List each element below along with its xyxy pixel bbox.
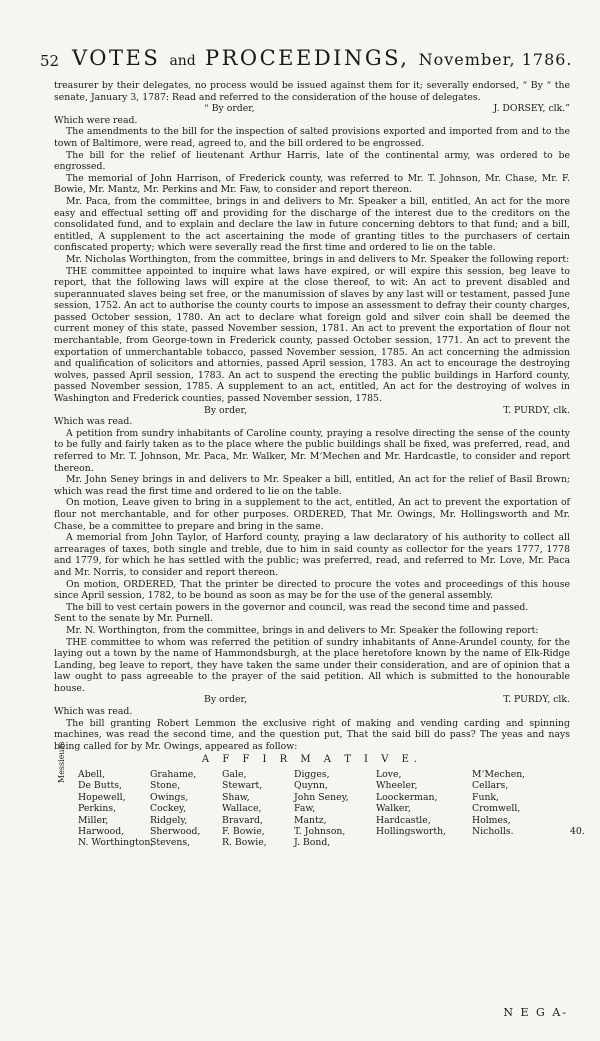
member-name: Shaw, xyxy=(222,791,250,803)
vote-column xyxy=(294,769,376,849)
member-name: R. Bowie, xyxy=(222,837,267,849)
signature-line xyxy=(54,405,570,417)
paragraph: The bill for the relief of lieutenant Arthur Harris, late of the continental army, was ordered to be engrossed. xyxy=(54,149,570,173)
paragraph: The bill to vest certain powers in the governor and council, was read the second time and passed. xyxy=(66,601,529,613)
page-number: 52 xyxy=(40,52,60,70)
paragraph: Mr. John Seney brings in and delivers to Mr. Speaker a bill, entitled, An act for the relief of Basil Brown; which was read the first time and ordered to lie on the table. xyxy=(54,474,570,497)
title-proceedings: PROCEEDINGS, xyxy=(204,46,410,70)
paragraph: Mr. Paca, from the committee, brings in and delivers to Mr. Speaker a bill, entitled, An act for the more easy and effectual setting off and providing for the discharge of the interest due to the creditors on the consolidated fund, and to explain and declare the law in future concerning debtors to that fund; and a bill, entitled, A supplement to the act ascertaining the mode of granting titles to the purchasers of certain confiscated property; which were severally read the first time and ordered to lie on the table. xyxy=(54,195,570,254)
vote-list: Messieurs Abell, De Butts, Hopewell, Perkins, Miller, Harwood, N. Worthington, Grahame, Stone, Owings, Cockey, Ridgely, Sherwood, Stevens, Gale, Stewart, Shaw, Wallace, Bravard, F. Bowie, R. Bowie, Digges, Quynn, John Seney, Faw, Mantz, T. Johnson, J. Bond, Love, Wheeler, Loockerman, Walker, Hardcastle, Hollingsworth, M‘Mechen, Cellars, Funk, Cromwell, Holmes, Nicholls. 40. xyxy=(54,769,570,849)
paragraph: The bill granting Robert Lemmon the exclusive right of making and vending carding and spinning machines, was read the second time, and the question put, That the said bill do pass? The yeas and nays being called for by Mr. Owings, appeared as follow: xyxy=(54,717,570,752)
member-name: Owings, xyxy=(150,791,189,803)
member-name: Hollingsworth, xyxy=(376,826,447,838)
member-name: Cellars, xyxy=(472,780,509,792)
member-name: Nicholls. xyxy=(472,826,514,838)
member-name: Gale, xyxy=(222,769,247,781)
clerk-signature: J. DORSEY, clk.” xyxy=(493,103,570,115)
clerk-signature: T. PURDY, clk. xyxy=(503,404,570,416)
title-date: November, 1786. xyxy=(418,50,573,69)
catchword: N E G A- xyxy=(503,1006,568,1019)
by-order: By order, xyxy=(204,694,247,706)
member-name: Quynn, xyxy=(294,780,328,792)
member-name: Stevens, xyxy=(150,837,191,849)
member-name: Faw, xyxy=(294,803,316,815)
affirmative-heading: A F F I R M A T I V E. xyxy=(201,754,423,766)
vote-column xyxy=(472,769,570,849)
title-and: and xyxy=(169,53,196,69)
member-name: Stone, xyxy=(150,780,181,792)
member-name: Cromwell, xyxy=(472,803,521,815)
vote-column xyxy=(78,769,154,849)
member-name: Bravard, xyxy=(222,814,263,826)
member-name: Miller, xyxy=(78,814,109,826)
member-name: Mantz, xyxy=(294,814,327,826)
member-name: T. Johnson, xyxy=(294,826,346,838)
paragraph: Mr. Nicholas Worthington, from the committee, brings in and delivers to Mr. Speaker the following report: xyxy=(66,253,570,265)
messieurs-label: Messieurs xyxy=(57,741,66,784)
member-name: Holmes, xyxy=(472,814,511,826)
paragraph: A memorial from John Taylor, of Harford county, praying a law declaratory of his authority to collect all arrearages of taxes, both single and treble, due to him in said county as collector for the years 1777, 1778 and 1779, for which he has settled with the public; was preferred, read, and referred to Mr. Love, Mr. Paca and Mr. Norris, to consider and report thereon. xyxy=(54,532,570,578)
paragraph: On motion, ORDERED, That the printer be directed to procure the votes and proceedings of this house since April session, 1782, to be bound as soon as may be for the use of the general assembly. xyxy=(54,578,570,602)
member-name: Sherwood, xyxy=(150,826,201,838)
running-title xyxy=(72,46,573,70)
member-name: F. Bowie, xyxy=(222,826,265,838)
paragraph: Sent to the senate by Mr. Purnell. xyxy=(54,613,214,625)
member-name: Wallace, xyxy=(222,803,262,815)
journal-body xyxy=(54,80,585,849)
vote-column xyxy=(222,769,294,849)
member-name: Cockey, xyxy=(150,803,187,815)
paragraph: The amendments to the bill for the inspection of salted provisions exported and imported from and to the town of Baltimore, were read, agreed to, and the bill ordered to be engrossed. xyxy=(54,126,570,149)
paragraph: Which were read. xyxy=(54,114,138,126)
paragraph: Mr. N. Worthington, from the committee, brings in and delivers to Mr. Speaker the following report: xyxy=(66,624,539,636)
vote-column xyxy=(150,769,222,849)
by-order: By order, xyxy=(204,404,247,416)
member-name: Ridgely, xyxy=(150,814,188,826)
title-votes: VOTES xyxy=(72,46,161,70)
paragraph: Which was read. xyxy=(54,416,133,428)
paragraph: Which was read. xyxy=(54,706,133,718)
member-name: De Butts, xyxy=(78,780,122,792)
member-name: M‘Mechen, xyxy=(472,769,526,781)
page-header xyxy=(40,46,573,72)
paragraph: A petition from sundry inhabitants of Caroline county, praying a resolve directing the sense of the county to be fully and fairly taken as to the place where the public buildings shall be fixed, was preferred, read, and referred to Mr. T. Johnson, Mr. Paca, Mr. Walker, Mr. M‘Mechen and Mr. Hardcastle, to consider and report thereon. xyxy=(54,427,570,474)
member-name: Harwood, xyxy=(78,826,125,838)
member-name: Wheeler, xyxy=(376,780,418,792)
member-name: J. Bond, xyxy=(294,837,331,849)
member-name: Stewart, xyxy=(222,780,263,792)
member-name: Hopewell, xyxy=(78,791,126,803)
member-name: Love, xyxy=(376,769,402,781)
vote-column xyxy=(376,769,472,849)
member-name: Digges, xyxy=(294,769,330,781)
member-name: Walker, xyxy=(376,803,411,815)
paragraph: The memorial of John Harrison, of Frederick county, was referred to Mr. T. Johnson, Mr. Chase, Mr. F. Bowie, Mr. Mantz, Mr. Perkins and Mr. Faw, to consider and report thereon. xyxy=(54,172,570,196)
vote-side-label-wrap xyxy=(54,741,78,849)
member-name: Hardcastle, xyxy=(376,814,431,826)
paragraph: On motion, Leave given to bring in a supplement to the act, entitled, An act to prevent the exportation of flour not merchantable, and for other purposes. ORDERED, That Mr. Owings, Mr. Hollingsworth and Mr. Chase, be a committee to prepare and bring in the same. xyxy=(54,497,570,532)
signature-line xyxy=(54,694,570,706)
member-name: Grahame, xyxy=(150,769,197,781)
by-order: “ By order, xyxy=(204,103,255,115)
paragraph: THE committee to whom was referred the petition of sundry inhabitants of Anne-Arundel county, for the laying out a town by the name of Hammondsburgh, at the place heretofore known by the name of Elk-Ridge Landing, beg leave to report, they have taken the same under their consideration, and are of opinion that a law ought to pass agreeable to the prayer of the said petition. All which is submitted to the honourable house. xyxy=(54,636,570,694)
clerk-signature: T. PURDY, clk. xyxy=(503,694,570,706)
paragraph: treasurer by their delegates, no process would be issued against them for it; severally endorsed, “ By “ the senate, January 3, 1787: Read and referred to the consideration of the house of delegates. xyxy=(54,80,570,103)
member-name: John Seney, xyxy=(294,791,349,803)
member-name: Perkins, xyxy=(78,803,117,815)
member-name: N. Worthington, xyxy=(78,837,154,849)
member-name: Abell, xyxy=(78,769,106,781)
member-name: Loockerman, xyxy=(376,791,438,803)
paragraph: THE committee appointed to inquire what laws have expired, or will expire this session, beg leave to report, that the following laws will expire at the close thereof, to wit: An act to prevent disabled and superannuated slaves being set free, or the manumission of slaves by any last will or testament, passed June session, 1752. An act to authorise the county courts to impose an assessment to defray their county charges, passed October session, 1780. An act to declare what foreign gold and silver coin shall be deemed the current money of this state, passed November session, 1781. An act to prevent the exportation of flour not merchantable, from George-town in Frederick county, passed October session, 1771. An act to prevent the exportation of unmerchantable tobacco, passed November session, 1785. An act concerning the admission and qualification of solicitors and attornies, passed April session, 1783. An act to encourage the destroying wolves, passed April session, 1783. An act to suspend the erecting the public buildings in Harford county, passed November session, 1785. A supplement to an act, entitled, An act for the destroying of wolves in Washington and Frederick counties, passed November session, 1785. xyxy=(54,265,570,405)
member-name: Funk, xyxy=(472,791,500,803)
signature-line xyxy=(54,103,570,115)
